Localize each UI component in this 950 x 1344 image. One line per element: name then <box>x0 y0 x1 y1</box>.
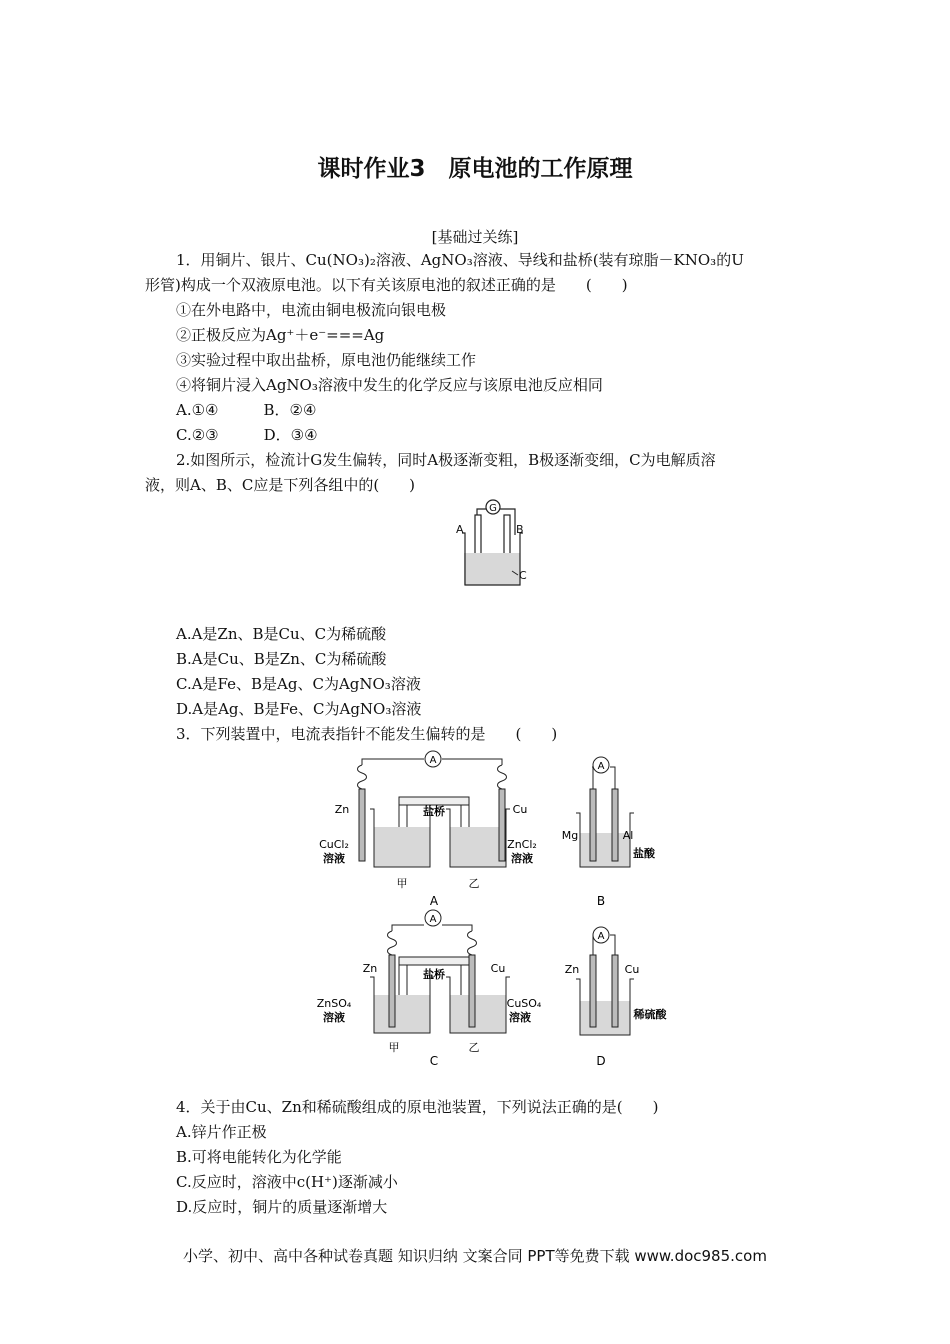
q1-stem-line1: 1．用铜片、银片、Cu(NO₃)₂溶液、AgNO₃溶液、导线和盐桥(装有琼脂－KNO₃的U <box>176 251 744 269</box>
yi-label-a: 乙 <box>468 877 480 890</box>
q2-option-b: B.A是Cu、B是Zn、C为稀硫酸 <box>176 650 387 668</box>
electrode-b-label: B <box>516 523 524 536</box>
q2-stem-line1: 2.如图所示，检流计G发生偏转，同时A极逐渐变粗，B极逐渐变细，C为电解质溶 <box>176 451 716 469</box>
q4-option-b: B.可将电能转化为化学能 <box>176 1148 342 1166</box>
ammeter-label: A <box>429 755 437 766</box>
yi-label-c: 乙 <box>468 1041 480 1054</box>
jia-label-a: 甲 <box>396 877 408 890</box>
q3-figures <box>310 745 690 1080</box>
q2-option-d: D.A是Ag、B是Fe、C为AgNO₃溶液 <box>176 700 422 718</box>
znso4-solution-label: 溶液 <box>323 1011 345 1024</box>
cuso4-label: CuSO₄ <box>506 997 542 1010</box>
salt-bridge-label-a: 盐桥 <box>423 805 445 818</box>
beaker-icon <box>370 977 434 1033</box>
caption-c: C <box>429 1054 439 1068</box>
caption-b: B <box>596 894 606 908</box>
zncl2-label: ZnCl₂ <box>507 838 537 851</box>
ammeter-label-d: A <box>597 931 605 942</box>
q1-options-row2: C.②③ D．③④ <box>176 426 318 444</box>
q1-item-4: ④将铜片浸入AgNO₃溶液中发生的化学反应与该原电池反应相同 <box>176 376 603 394</box>
galvanometer-label: G <box>489 503 497 514</box>
ammeter-label-b: A <box>597 761 605 772</box>
znso4-label: ZnSO₄ <box>316 997 352 1010</box>
h2so4-label: 稀硫酸 <box>633 1008 667 1021</box>
caption-d: D <box>596 1054 606 1068</box>
cucl2-label: CuCl₂ <box>319 838 349 851</box>
zn-label-d: Zn <box>564 963 580 976</box>
zn-label-c: Zn <box>362 962 378 975</box>
beaker-icon <box>576 979 634 1035</box>
q1-stem-line2: 形管)构成一个双液原电池。以下有关该原电池的叙述正确的是 ( ) <box>145 276 628 294</box>
ammeter-icon <box>425 751 441 767</box>
page-title: 课时作业3 原电池的工作原理 <box>317 156 633 182</box>
q1-options-row1: A.①④ B．②④ <box>176 401 317 419</box>
beaker-icon <box>446 977 510 1033</box>
jia-label-c: 甲 <box>388 1041 400 1054</box>
section-heading: [基础过关练] <box>431 228 519 246</box>
cu-label-d: Cu <box>624 963 640 976</box>
ammeter-icon <box>425 910 441 926</box>
q2-stem-line2: 液，则A、B、C应是下列各组中的( ) <box>145 476 416 494</box>
cu-label-a: Cu <box>512 803 528 816</box>
electrode-a-label: A <box>456 523 464 536</box>
q4-option-c: C.反应时，溶液中c(H⁺)逐渐减小 <box>176 1173 398 1191</box>
cu-label-c: Cu <box>490 962 506 975</box>
device-b <box>562 757 656 908</box>
galvanometer-icon <box>486 500 500 514</box>
salt-bridge-label-c: 盐桥 <box>423 968 445 981</box>
zncl2-solution-label: 溶液 <box>511 852 533 865</box>
zn-label-a: Zn <box>334 803 350 816</box>
q1-item-3: ③实验过程中取出盐桥，原电池仍能继续工作 <box>176 351 477 369</box>
q4-stem: 4．关于由Cu、Zn和稀硫酸组成的原电池装置，下列说法正确的是( ) <box>176 1098 659 1116</box>
q1-item-2: ②正极反应为Ag⁺＋e⁻===Ag <box>176 326 385 344</box>
q1-item-1: ①在外电路中，电流由铜电极流向银电极 <box>176 301 447 319</box>
electrolyte-c-label: C <box>519 569 527 582</box>
ammeter-icon <box>593 927 609 943</box>
q2-figure <box>440 495 540 595</box>
beaker-icon <box>462 533 523 585</box>
device-a <box>319 751 537 908</box>
hcl-label: 盐酸 <box>633 847 655 860</box>
cucl2-solution-label: 溶液 <box>323 852 345 865</box>
q2-option-a: A.A是Zn、B是Cu、C为稀硫酸 <box>176 625 387 643</box>
mg-label: Mg <box>561 829 579 842</box>
page-footer: 小学、初中、高中各种试卷真题 知识归纳 文案合同 PPT等免费下载 www.doc985.com <box>183 1247 767 1265</box>
q2-option-c: C.A是Fe、B是Ag、C为AgNO₃溶液 <box>176 675 421 693</box>
device-d <box>565 927 668 1068</box>
device-c <box>317 910 542 1068</box>
cuso4-solution-label: 溶液 <box>509 1011 531 1024</box>
caption-a: A <box>429 894 439 908</box>
q4-option-a: A.锌片作正极 <box>176 1123 267 1141</box>
q3-stem: 3．下列装置中，电流表指针不能发生偏转的是 ( ) <box>176 725 558 743</box>
ammeter-icon <box>593 757 609 773</box>
q4-option-d: D.反应时，铜片的质量逐渐增大 <box>176 1198 388 1216</box>
ammeter-label-c: A <box>429 914 437 925</box>
al-label: Al <box>622 829 634 842</box>
